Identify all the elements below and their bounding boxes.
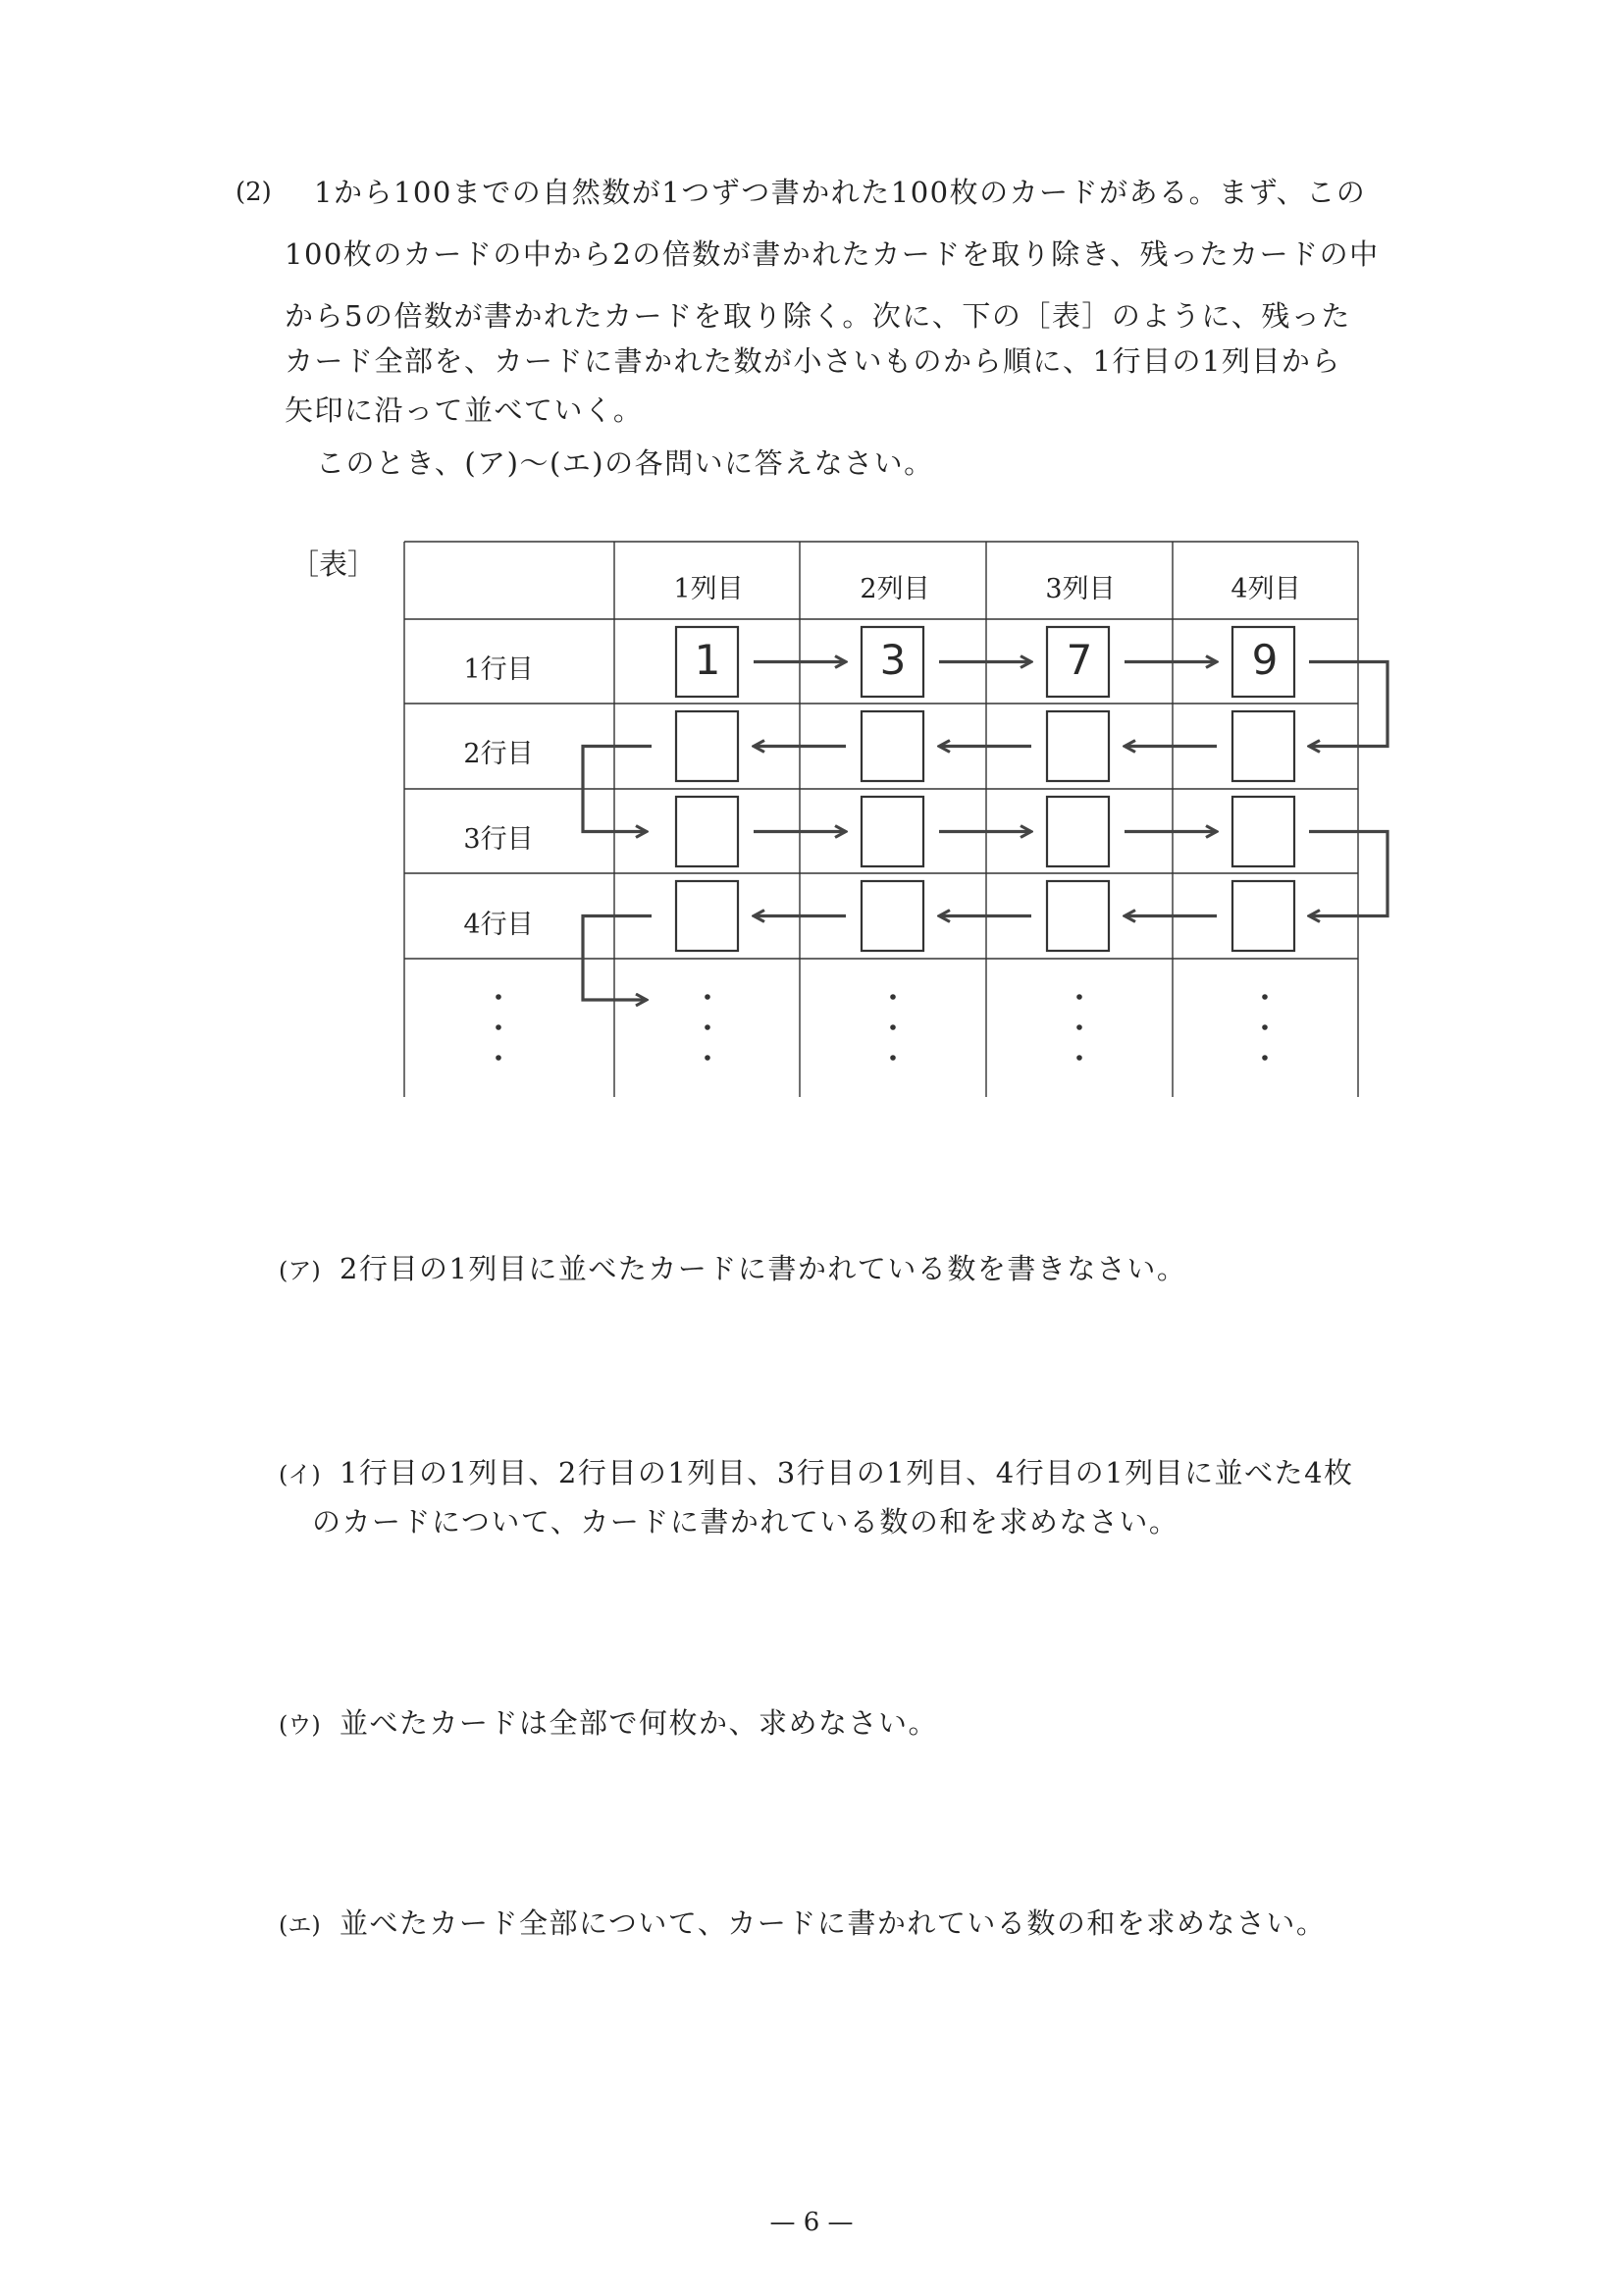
question-b-text-2: のカードについて、カードに書かれている数の和を求めなさい。: [312, 1505, 1179, 1539]
ellipsis-dot: [705, 1055, 710, 1061]
card-1-1: 1: [694, 636, 721, 684]
card-1-2: 3: [879, 636, 907, 684]
problem-line-1: 1から100までの自然数が1つずつ書かれた100枚のカードがある。まず、この: [314, 176, 1367, 209]
ellipsis-dot: [496, 1055, 501, 1061]
question-d-tag: (エ): [279, 1911, 321, 1939]
card-slot: [862, 881, 923, 951]
problem-line-3: から5の倍数が書かれたカードを取り除く。次に、下の［表］のように、残った: [285, 299, 1351, 333]
arrow-turn-left: [583, 916, 652, 1001]
column-header-4: 4列目: [1230, 574, 1301, 604]
problem-line-2: 100枚のカードの中から2の倍数が書かれたカードを取り除き、残ったカードの中: [285, 237, 1380, 271]
ellipsis-dot: [890, 994, 896, 1000]
card-slot: [676, 797, 738, 866]
ellipsis-dot: [890, 1024, 896, 1030]
ellipsis-dot: [496, 994, 501, 1000]
ellipsis-dot: [1076, 994, 1082, 1000]
ellipsis-dot: [1076, 1055, 1082, 1061]
row-header-2: 2行目: [463, 739, 534, 769]
card-slot: [862, 797, 923, 866]
problem-instruction: このとき、(ア)〜(エ)の各問いに答えなさい。: [316, 446, 934, 480]
ellipsis-dots: [496, 994, 1268, 1061]
ellipsis-dot: [1262, 1024, 1268, 1030]
arrow-path: [583, 662, 1387, 1001]
card-slot: [1232, 881, 1294, 951]
card-slot: [676, 881, 738, 951]
ellipsis-dot: [890, 1055, 896, 1061]
card-slot: [1232, 711, 1294, 781]
row-header-1: 1行目: [463, 654, 534, 685]
question-a-tag: (ア): [279, 1257, 321, 1284]
problem-line-5: 矢印に沿って並べていく。: [285, 393, 644, 427]
card-1-3: 7: [1066, 636, 1093, 684]
question-a-text: 2行目の1列目に並べたカードに書かれている数を書きなさい。: [340, 1252, 1187, 1285]
column-header-1: 1列目: [673, 574, 744, 604]
row-header-4: 4行目: [463, 910, 534, 940]
card-1-4: 9: [1251, 636, 1279, 684]
card-slot: [1047, 797, 1109, 866]
column-header-2: 2列目: [860, 574, 930, 604]
row-header-3: 3行目: [463, 824, 534, 855]
card-slot: [1047, 711, 1109, 781]
ellipsis-dot: [1262, 994, 1268, 1000]
question-b-text-1: 1行目の1列目、2行目の1列目、3行目の1列目、4行目の1列目に並べた4枚: [340, 1456, 1354, 1489]
card-slot: [862, 711, 923, 781]
ellipsis-dot: [705, 994, 710, 1000]
card-slot: [1047, 881, 1109, 951]
card-slot: [1232, 797, 1294, 866]
problem-line-4: カード全部を、カードに書かれた数が小さいものから順に、1行目の1列目から: [285, 344, 1341, 378]
question-c-text: 並べたカードは全部で何枚か、求めなさい。: [340, 1706, 939, 1740]
ellipsis-dot: [1076, 1024, 1082, 1030]
ellipsis-dot: [496, 1024, 501, 1030]
column-header-3: 3列目: [1045, 574, 1116, 604]
table-label: ［表］: [290, 548, 377, 581]
question-c-tag: (ウ): [279, 1711, 321, 1739]
question-d-text: 並べたカード全部について、カードに書かれている数の和を求めなさい。: [340, 1906, 1327, 1940]
problem-number: (2): [236, 178, 272, 207]
question-b-tag: (イ): [279, 1461, 321, 1488]
card-slot: [676, 711, 738, 781]
ellipsis-dot: [1262, 1055, 1268, 1061]
page-number: — 6 —: [769, 2208, 854, 2237]
ellipsis-dot: [705, 1024, 710, 1030]
table-grid: [404, 542, 1358, 1097]
